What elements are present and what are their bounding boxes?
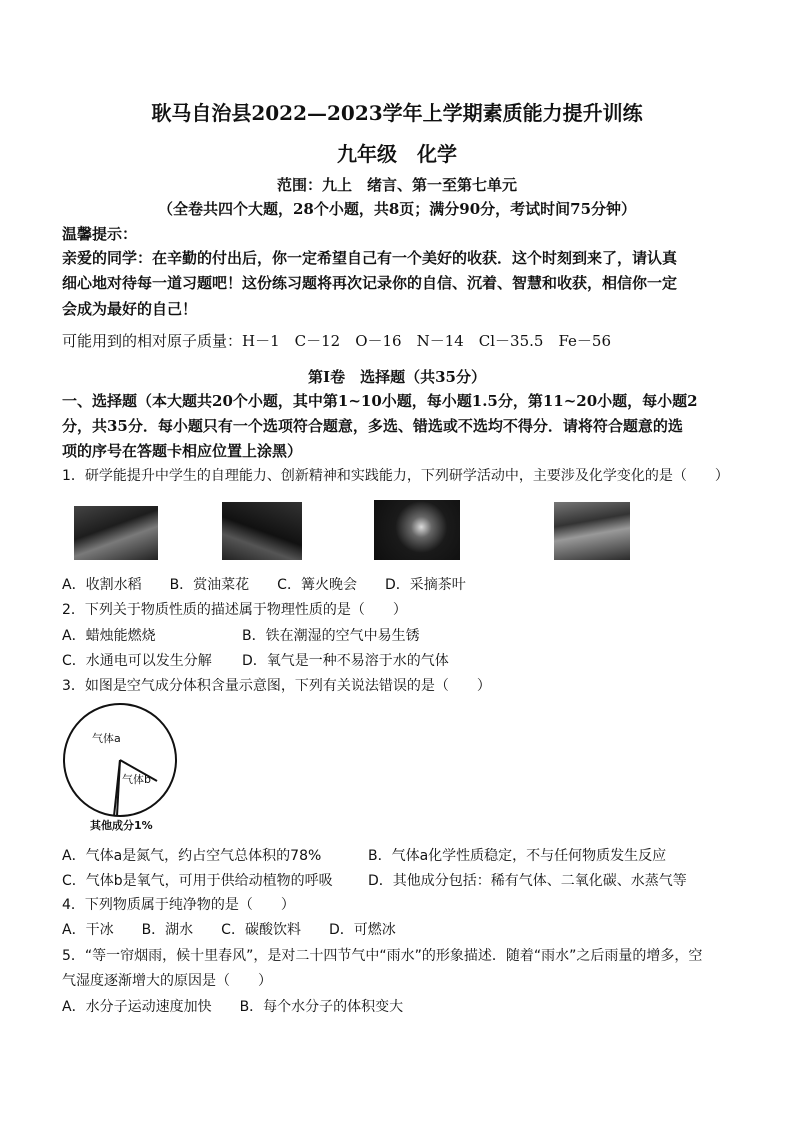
question-5-stem-2: 气湿度逐渐增大的原因是（ ） <box>62 973 272 989</box>
question-3-option-c: C．气体b是氧气，可用于供给动植物的呼吸 <box>62 873 333 889</box>
question-1-stem: 1．研学能提升中学生的自理能力、创新精神和实践能力，下列研学活动中，主要涉及化学变化的是（ ） <box>62 468 729 484</box>
air-composition-pie <box>62 700 182 840</box>
question-3-stem: 3．如图是空气成分体积含量示意图，下列有关说法错误的是（ ） <box>62 678 491 694</box>
question-2-option-c: C．水通电可以发生分解 <box>62 653 212 669</box>
question-5-stem-1: 5．“等一帘烟雨，候十里春风”，是对二十四节气中“雨水”的形象描述．随着“雨水”之后雨量的增多，空 <box>62 948 703 964</box>
question-3-option-a: A．气体a是氮气，约占空气总体积的78% <box>62 848 322 864</box>
pie-label-gas-b: 气体b <box>122 773 151 786</box>
question-4-options: A．干冰 B．湖水 C．碳酸饮料 D．可燃冰 <box>62 922 396 938</box>
question-1-options: A．收割水稻 B．赏油菜花 C．篝火晚会 D．采摘茶叶 <box>62 577 466 593</box>
bonfire-party-photo <box>374 500 460 560</box>
pie-label-other: 其他成分1% <box>90 819 153 832</box>
section-intro-2: 分，共35分．每小题只有一个选项符合题意，多选、错选或不选均不得分．请将符合题意的选 <box>62 417 683 435</box>
question-3-option-b: B．气体a化学性质稳定，不与任何物质发生反应 <box>368 848 667 864</box>
tips-line-2: 细心地对待每一道习题吧！这份练习题将再次记录你的自信、沉着、智慧和收获，相信你一定 <box>62 274 678 292</box>
section-intro-3: 项的序号在答题卡相应位置上涂黑） <box>62 442 303 460</box>
exam-title: 耿马自治县2022—2023学年上学期素质能力提升训练 <box>151 101 643 125</box>
question-3-option-d: D．其他成分包括：稀有气体、二氧化碳、水蒸气等 <box>368 873 687 889</box>
pie-label-gas-a: 气体a <box>92 732 121 745</box>
question-5-options: A．水分子运动速度加快 B．每个水分子的体积变大 <box>62 999 404 1015</box>
tips-label: 温馨提示： <box>62 225 138 243</box>
exam-subtitle: 九年级 化学 <box>337 142 457 166</box>
section-intro-1: 一、选择题（本大题共20个小题，其中第1~10小题，每小题1.5分，第11~20小题，每小题2 <box>62 392 698 410</box>
tips-line-3: 会成为最好的自己！ <box>62 300 198 318</box>
question-4-stem: 4．下列物质属于纯净物的是（ ） <box>62 897 295 913</box>
exam-info: （全卷共四个大题，28个小题，共8页；满分90分，考试时间75分钟） <box>157 200 637 218</box>
question-2-option-b: B．铁在潮湿的空气中易生锈 <box>242 628 420 644</box>
section-title: 第Ⅰ卷 选择题（共35分） <box>308 368 486 386</box>
question-2-stem: 2．下列关于物质性质的描述属于物理性质的是（ ） <box>62 602 407 618</box>
exam-scope: 范围：九上 绪言、第一至第七单元 <box>276 176 517 194</box>
rice-harvest-photo <box>74 506 158 560</box>
rapeseed-flower-photo <box>222 502 302 560</box>
tips-line-1: 亲爱的同学：在辛勤的付出后，你一定希望自己有一个美好的收获．这个时刻到来了，请认真 <box>62 249 678 267</box>
question-2-option-a: A．蜡烛能燃烧 <box>62 628 156 644</box>
atomic-mass-line: 可能用到的相对原子质量：H－1 C－12 O－16 N－14 Cl－35.5 Fe－56 <box>62 332 612 350</box>
tea-picking-photo <box>554 502 630 560</box>
question-2-option-d: D．氧气是一种不易溶于水的气体 <box>242 653 449 669</box>
